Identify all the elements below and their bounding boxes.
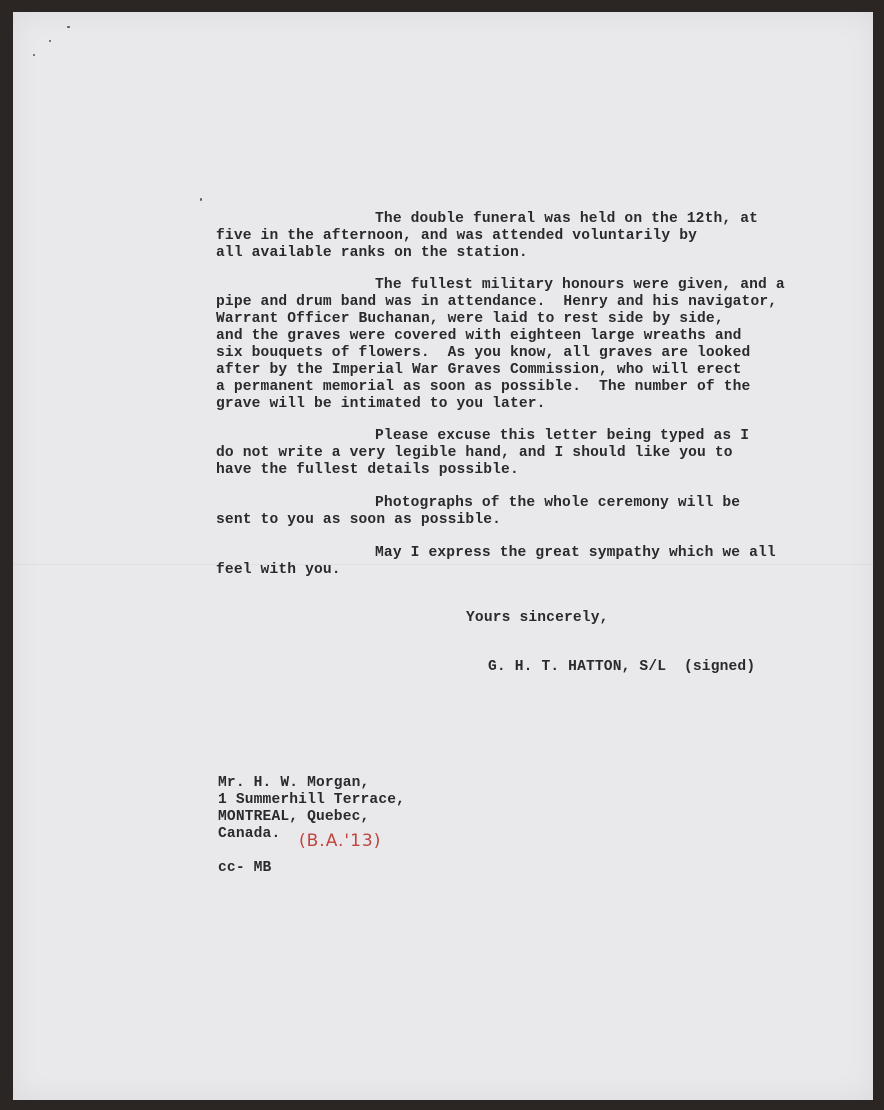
body-line: and the graves were covered with eighteen large wreaths and	[216, 328, 742, 344]
handwritten-note: (B.A.'13)	[299, 831, 382, 851]
body-line: The double funeral was held on the 12th, at	[375, 211, 759, 227]
paper-speck	[49, 40, 51, 42]
body-line: do not write a very legible hand, and I should like you to	[216, 445, 733, 461]
body-line: a permanent memorial as soon as possible. The number of the	[216, 379, 751, 395]
body-line: Photographs of the whole ceremony will be	[375, 495, 741, 511]
body-line: Warrant Officer Buchanan, were laid to rest side by side,	[216, 311, 724, 327]
recipient-line: Canada.	[218, 826, 281, 842]
body-line: have the fullest details possible.	[216, 462, 519, 478]
cc-line: cc- MB	[218, 860, 272, 876]
body-line: Please excuse this letter being typed as I	[375, 428, 750, 444]
body-line: pipe and drum band was in attendance. Henry and his navigator,	[216, 294, 778, 310]
body-line: five in the afternoon, and was attended voluntarily by	[216, 228, 698, 244]
body-line: all available ranks on the station.	[216, 245, 528, 261]
body-line: six bouquets of flowers. As you know, all graves are looked	[216, 345, 751, 361]
paper-speck	[67, 26, 70, 28]
paper-speck	[33, 54, 35, 56]
recipient-line: MONTREAL, Quebec,	[218, 809, 370, 825]
paper-speck	[200, 198, 202, 201]
body-line: feel with you.	[216, 562, 341, 578]
paper-fold	[13, 564, 873, 565]
body-line: sent to you as soon as possible.	[216, 512, 502, 528]
body-line: The fullest military honours were given, and a	[375, 277, 785, 293]
letter-page	[13, 12, 873, 1100]
recipient-line: Mr. H. W. Morgan,	[218, 775, 370, 791]
recipient-line: 1 Summerhill Terrace,	[218, 792, 406, 808]
closing: Yours sincerely,	[466, 610, 609, 626]
body-line: grave will be intimated to you later.	[216, 396, 546, 412]
body-line: after by the Imperial War Graves Commission, who will erect	[216, 362, 742, 378]
signature: G. H. T. HATTON, S/L (signed)	[488, 659, 756, 675]
body-line: May I express the great sympathy which we all	[375, 545, 776, 561]
